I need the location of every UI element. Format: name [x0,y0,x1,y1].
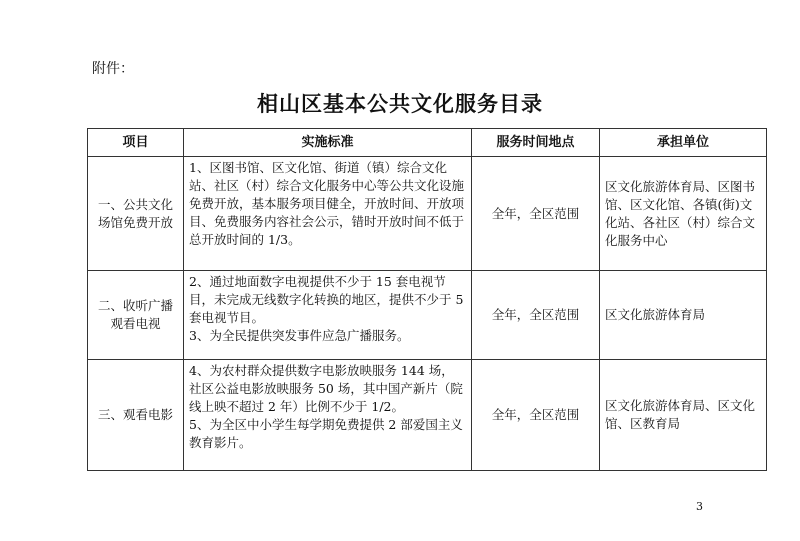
row-standard [184,360,472,471]
table-row [88,271,767,360]
page-number: 3 [696,500,703,513]
row-unit: 区文化旅游体育局 [600,271,767,360]
row-standard [184,157,472,271]
row-unit: 区文化旅游体育局、区文化馆、区教育局 [600,360,767,471]
table-header-row [88,129,767,157]
attachment-label: 附件： [92,61,134,77]
header-time-place: 服务时间地点 [472,129,600,157]
standard-line: 3、为全民提供突发事件应急广播服务。 [189,328,410,343]
row-time-place: 全年，全区范围 [472,271,600,360]
header-item: 项目 [88,129,184,157]
standard-line: 1、区图书馆、区文化馆、街道（镇）综合文化站、社区（村）综合文化服务中心等公共文化设施免费开放，基本服务项目健全，开放时间、开放项目、免费服务内容社会公示，错时开放时间不低于总开放时间的 1/3。 [189,160,465,247]
header-standard: 实施标准 [184,129,472,157]
row-item: 二、收听广播观看电视 [88,271,184,360]
document-title: 相山区基本公共文化服务目录 [257,91,543,116]
row-standard [184,271,472,360]
table-row [88,360,767,471]
row-item: 三、观看电影 [88,360,184,471]
standard-line: 2、通过地面数字电视提供不少于 15 套电视节目，未完成无线数字化转换的地区，提供不少于 5 套电视节目。 [189,274,464,325]
standard-line: 5、为全区中小学生每学期免费提供 2 部爱国主义教育影片。 [189,417,463,450]
header-unit: 承担单位 [600,129,767,157]
table-row [88,157,767,271]
service-catalog-table [87,128,767,471]
row-unit: 区文化旅游体育局、区图书馆、区文化馆、各镇(街)文化站、各社区（村）综合文化服务中心 [600,157,767,271]
row-time-place: 全年，全区范围 [472,157,600,271]
row-time-place: 全年，全区范围 [472,360,600,471]
row-item: 一、公共文化场馆免费开放 [88,157,184,271]
standard-line: 4、为农村群众提供数字电影放映服务 144 场，社区公益电影放映服务 50 场，其中国产新片（院线上映不超过 2 年）比例不少于 1/2。 [189,363,463,414]
